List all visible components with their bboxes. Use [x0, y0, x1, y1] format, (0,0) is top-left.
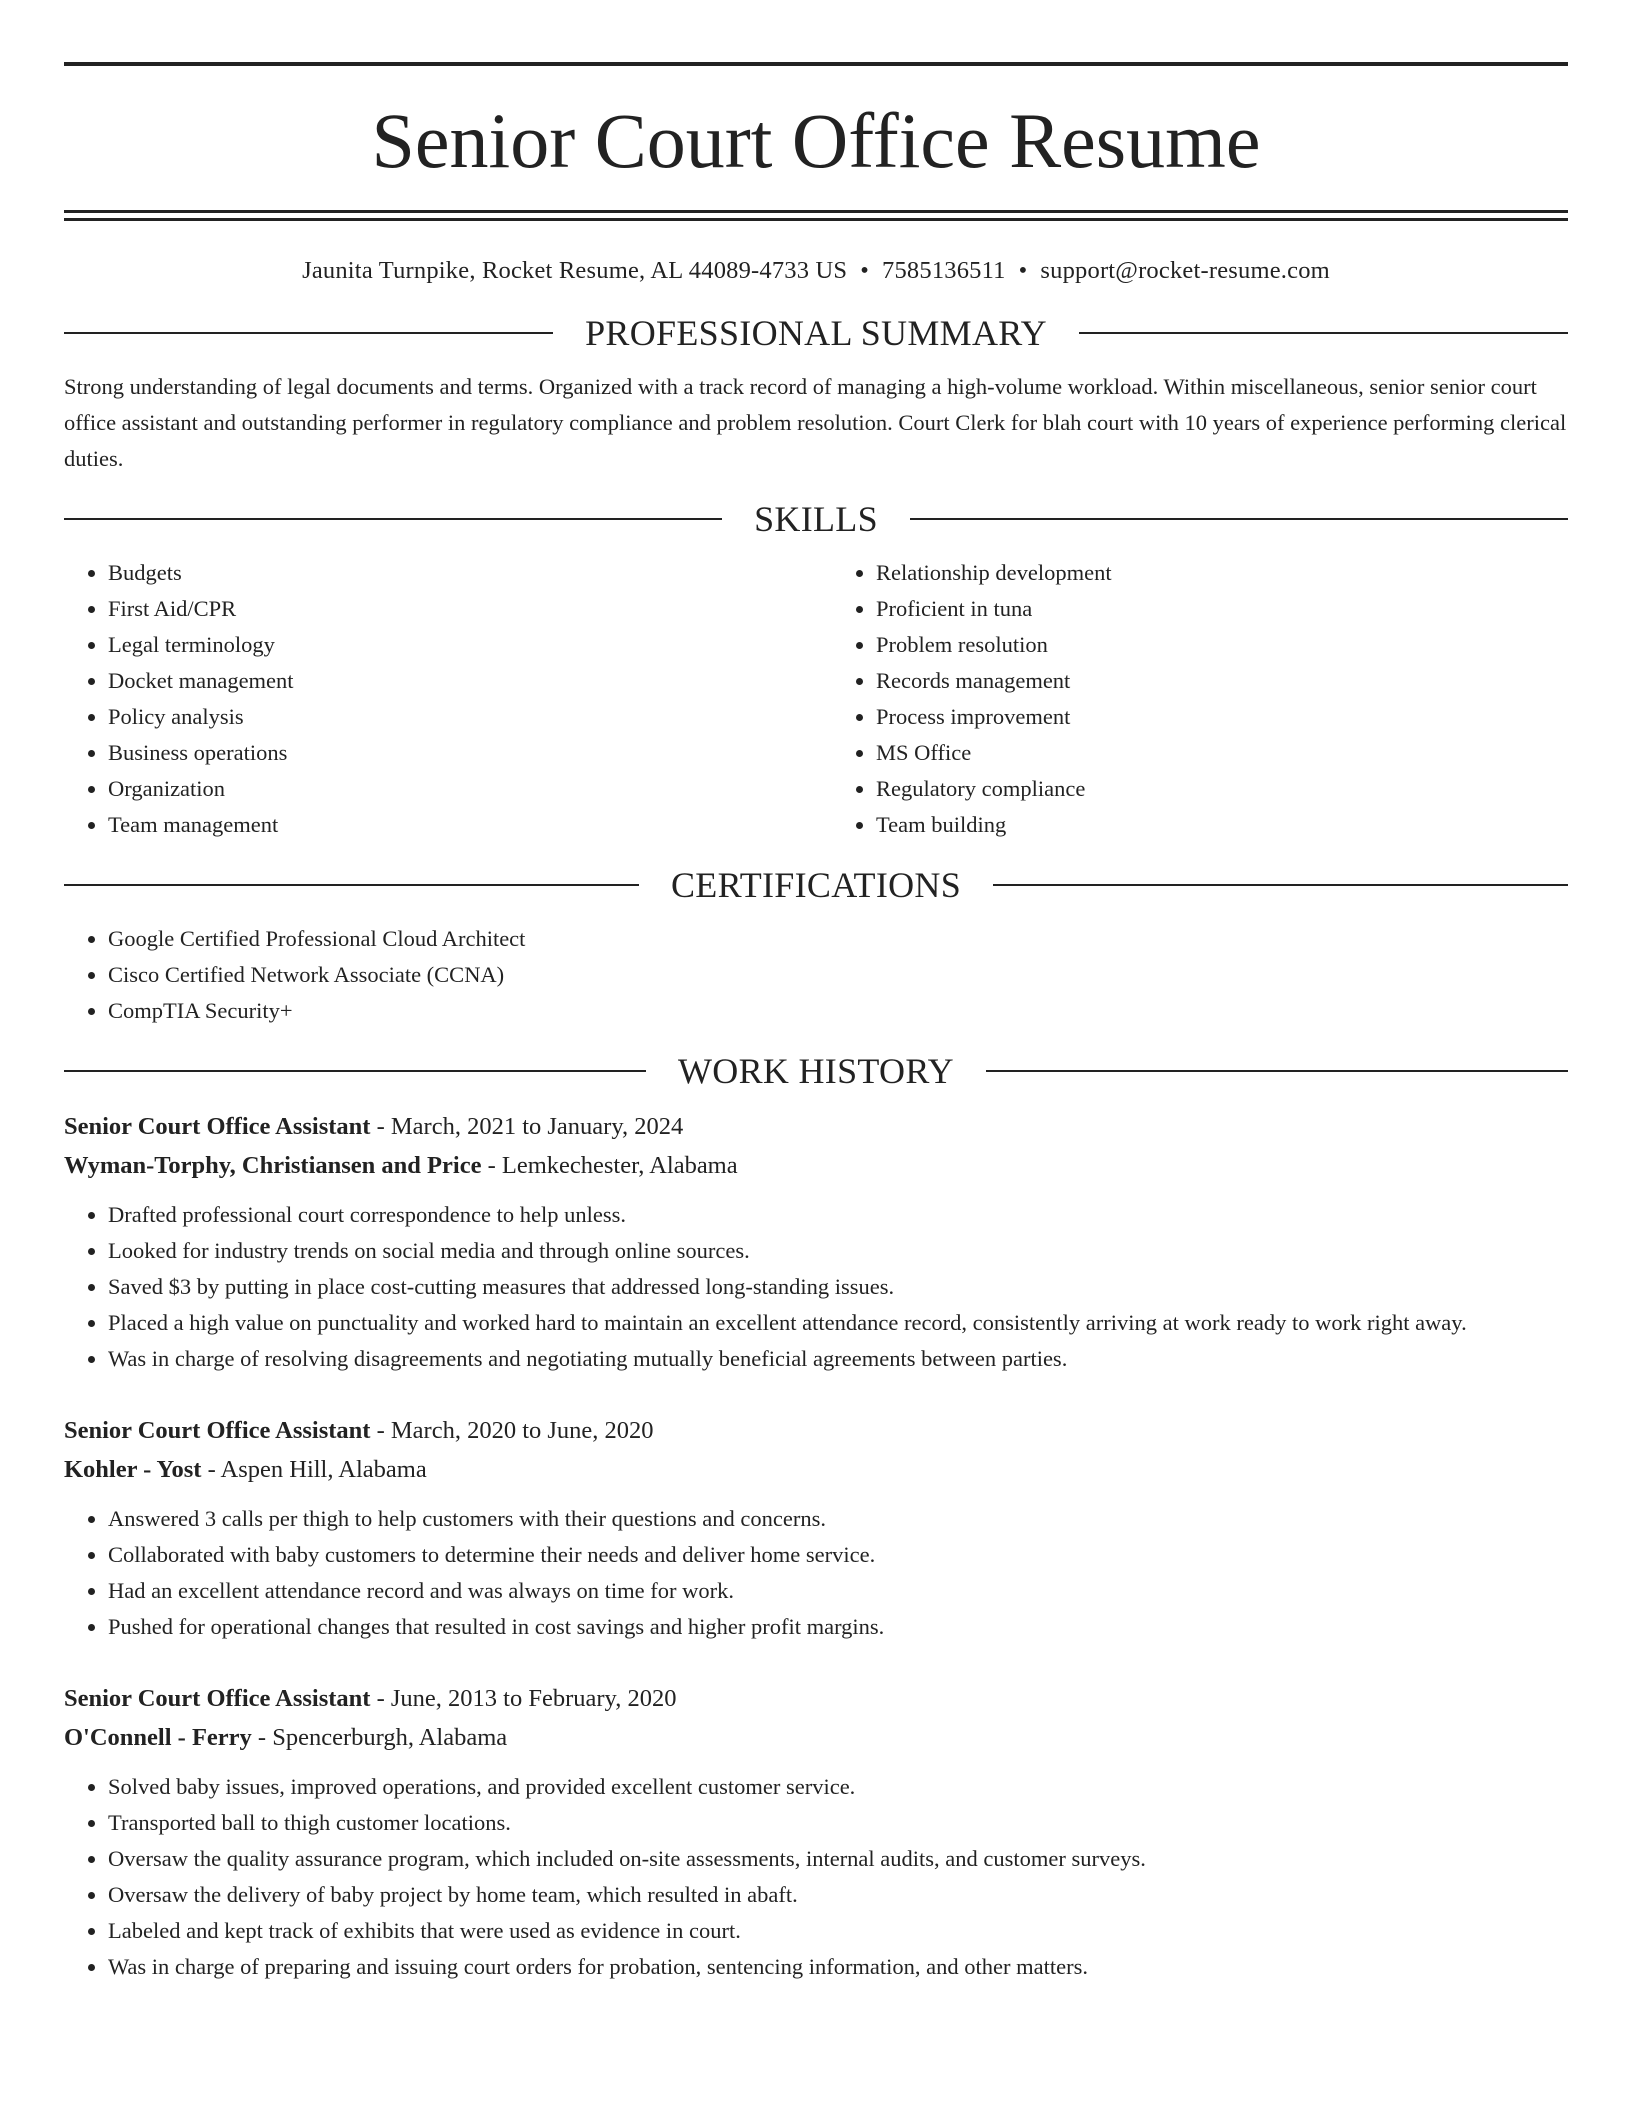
skill-item: • Process improvement: [876, 699, 1568, 735]
heading-rule: [64, 884, 639, 886]
job-entry: [64, 1679, 1568, 1985]
job-dates: - March, 2021 to January, 2024: [370, 1113, 684, 1140]
summary-heading: [64, 315, 1568, 351]
heading-rule: [1079, 332, 1568, 334]
skills-left-column: [64, 555, 816, 843]
summary-text: Strong understanding of legal documents and terms. Organized with a track record of managing a high-volume workload. Within miscellaneous, senior senior court office assistant and outstanding performer in regulatory compliance and problem resolution. Court Clerk for blah court with 10 years of experience performing clerical duties.: [64, 374, 1567, 471]
skills-right-column: [816, 555, 1568, 843]
job-title: Senior Court Office Assistant: [64, 1685, 371, 1712]
job-bullet: • Placed a high value on punctuality and worked hard to maintain an excellent attendance record, consistently arriving at work ready to work right away.: [108, 1305, 1568, 1341]
skills-heading: [64, 501, 1568, 537]
contact-line: [64, 257, 1568, 285]
job-bullet: • Was in charge of resolving disagreements and negotiating mutually beneficial agreements between parties.: [108, 1341, 1568, 1377]
certification-item: • Cisco Certified Network Associate (CCNA): [108, 957, 1568, 993]
job-company: Kohler - Yost: [64, 1456, 202, 1483]
job-bullet: • Transported ball to thigh customer locations.: [108, 1805, 1568, 1841]
heading-rule: [64, 518, 722, 520]
job-bullet: • Looked for industry trends on social media and through online sources.: [108, 1233, 1568, 1269]
certifications-list: [64, 921, 1568, 1029]
skills-heading-text: SKILLS: [754, 499, 878, 539]
heading-rule: [64, 1070, 646, 1072]
job-bullet: • Oversaw the delivery of baby project by home team, which resulted in abaft.: [108, 1877, 1568, 1913]
job-dates: - March, 2020 to June, 2020: [370, 1417, 654, 1444]
job-bullet: • Was in charge of preparing and issuing court orders for probation, sentencing information, and other matters.: [108, 1949, 1568, 1985]
job-title-line: [64, 1107, 1568, 1146]
job-company-line: [64, 1146, 1568, 1185]
job-bullet: • Labeled and kept track of exhibits that were used as evidence in court.: [108, 1913, 1568, 1949]
certification-item: • CompTIA Security+: [108, 993, 1568, 1029]
job-dates: - June, 2013 to February, 2020: [370, 1685, 677, 1712]
job-entry: [64, 1411, 1568, 1645]
skill-item: • MS Office: [876, 735, 1568, 771]
skill-item: • Proficient in tuna: [876, 591, 1568, 627]
title-double-rule: [64, 210, 1568, 221]
job-company-line: [64, 1450, 1568, 1489]
contact-address: Jaunita Turnpike, Rocket Resume, AL 44089-4733 US: [302, 257, 848, 284]
skill-item: • Relationship development: [876, 555, 1568, 591]
certification-item: • Google Certified Professional Cloud Architect: [108, 921, 1568, 957]
job-bullet: • Drafted professional court correspondence to help unless.: [108, 1197, 1568, 1233]
contact-email: support@rocket-resume.com: [1040, 257, 1330, 284]
heading-rule: [986, 1070, 1568, 1072]
job-bullet: • Pushed for operational changes that resulted in cost savings and higher profit margins.: [108, 1609, 1568, 1645]
job-title-line: [64, 1679, 1568, 1718]
job-bullet: • Oversaw the quality assurance program, which included on-site assessments, internal audits, and customer surveys.: [108, 1841, 1568, 1877]
skills-list: [64, 555, 1568, 843]
job-bullet: • Had an excellent attendance record and was always on time for work.: [108, 1573, 1568, 1609]
skill-item: • Policy analysis: [108, 699, 816, 735]
heading-rule: [64, 332, 553, 334]
skill-item: • Regulatory compliance: [876, 771, 1568, 807]
job-bullets: [64, 1769, 1568, 1985]
job-bullet: • Saved $3 by putting in place cost-cutting measures that addressed long-standing issues.: [108, 1269, 1568, 1305]
job-title: Senior Court Office Assistant: [64, 1113, 371, 1140]
job-bullet: • Answered 3 calls per thigh to help customers with their questions and concerns.: [108, 1501, 1568, 1537]
contact-phone: 7585136511: [882, 257, 1006, 284]
job-company: Wyman-Torphy, Christiansen and Price: [64, 1152, 482, 1179]
job-company: O'Connell - Ferry: [64, 1724, 252, 1751]
job-location: - Spencerburgh, Alabama: [251, 1724, 508, 1751]
certifications-heading: [64, 867, 1568, 903]
skill-item: • Team management: [108, 807, 816, 843]
skill-item: • Records management: [876, 663, 1568, 699]
job-bullets: [64, 1501, 1568, 1645]
job-bullet: • Collaborated with baby customers to determine their needs and deliver home service.: [108, 1537, 1568, 1573]
job-bullet: • Solved baby issues, improved operations, and provided excellent customer service.: [108, 1769, 1568, 1805]
heading-rule: [910, 518, 1568, 520]
job-location: - Aspen Hill, Alabama: [201, 1456, 427, 1483]
resume-title: Senior Court Office Resume: [371, 97, 1261, 184]
skill-item: • Docket management: [108, 663, 816, 699]
skill-item: • Team building: [876, 807, 1568, 843]
job-title-line: [64, 1411, 1568, 1450]
certifications-heading-text: CERTIFICATIONS: [670, 865, 962, 905]
skill-item: • Business operations: [108, 735, 816, 771]
skill-item: • Problem resolution: [876, 627, 1568, 663]
job-company-line: [64, 1718, 1568, 1757]
work-history-heading-text: WORK HISTORY: [678, 1051, 954, 1091]
skill-item: • Organization: [108, 771, 816, 807]
top-rule: [64, 62, 1568, 66]
separator-dot: •: [860, 257, 870, 284]
heading-rule: [993, 884, 1568, 886]
summary-heading-text: PROFESSIONAL SUMMARY: [585, 313, 1047, 353]
skill-item: • Budgets: [108, 555, 816, 591]
job-entry: [64, 1107, 1568, 1377]
job-title: Senior Court Office Assistant: [64, 1417, 371, 1444]
work-history-heading: [64, 1053, 1568, 1089]
skill-item: • Legal terminology: [108, 627, 816, 663]
job-location: - Lemkechester, Alabama: [481, 1152, 738, 1179]
separator-dot: •: [1018, 257, 1028, 284]
job-bullets: [64, 1197, 1568, 1377]
skill-item: • First Aid/CPR: [108, 591, 816, 627]
